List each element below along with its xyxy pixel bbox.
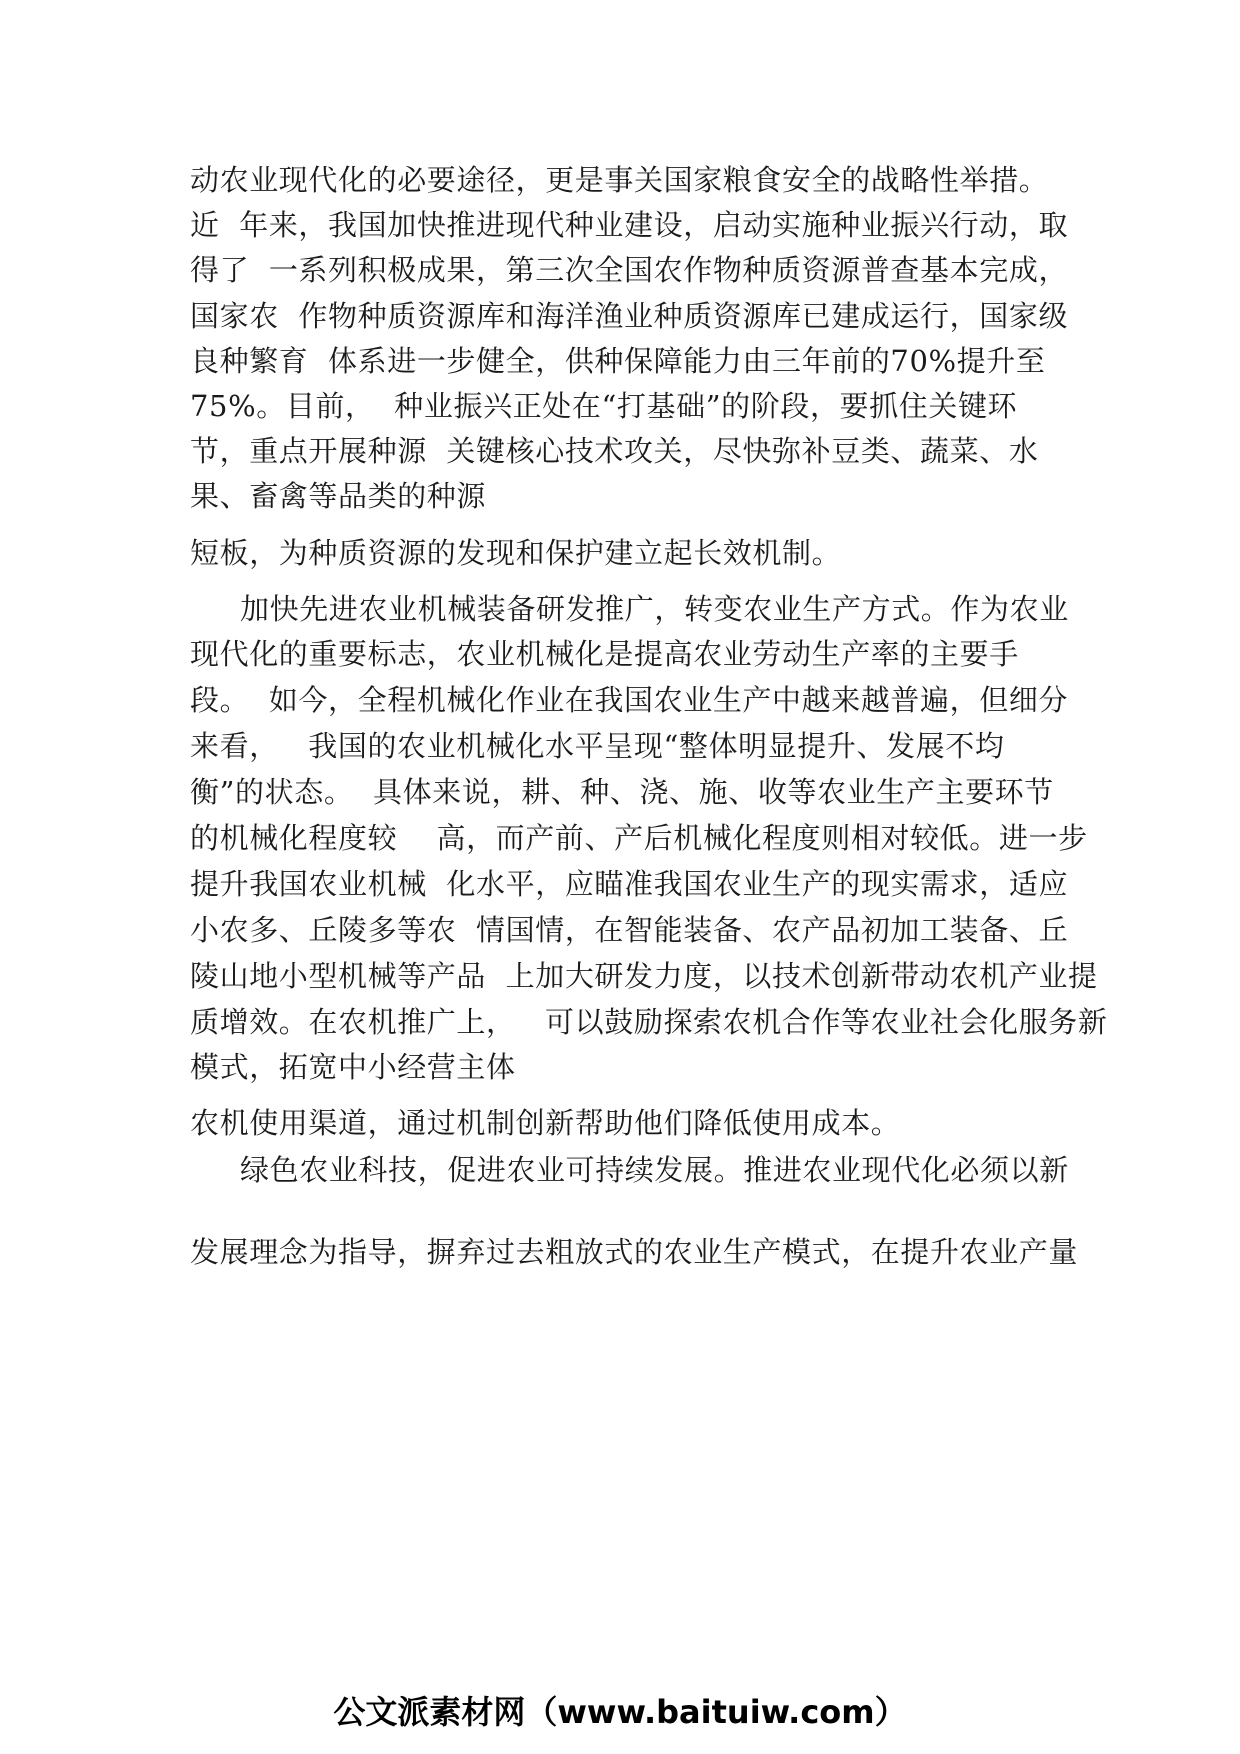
text-line: 农机使用渠道，通过机制创新帮助他们降低使用成本。 bbox=[190, 1106, 901, 1140]
text-line: 75%。目前， 种业振兴正处在“打基础”的阶段，要抓住关键环 bbox=[190, 389, 1018, 423]
text-line: 小农多、丘陵多等农 情国情，在智能装备、农产品初加工装备、丘 bbox=[190, 913, 1069, 947]
text-line: 良种繁育 体系进一步健全，供种保障能力由三年前的70%提升至 bbox=[190, 344, 1046, 378]
text-line: 模式，拓宽中小经营主体 bbox=[190, 1050, 516, 1084]
text-line: 衡”的状态。 具体来说，耕、种、浇、施、收等农业生产主要环节 bbox=[190, 775, 1054, 809]
text-line: 短板，为种质资源的发现和保护建立起长效机制。 bbox=[190, 536, 842, 570]
footer-watermark-text: 公文派素材网（www.baituiw.com） bbox=[333, 1693, 907, 1731]
paragraph-heading-line: 绿色农业科技，促进农业可持续发展。推进农业现代化必须以新 bbox=[240, 1153, 1069, 1187]
text-line: 陵山地小型机械等产品 上加大研发力度，以技术创新带动农机产业提 bbox=[190, 959, 1098, 993]
text-line: 近 年来，我国加快推进现代种业建设，启动实施种业振兴行动，取 bbox=[190, 208, 1069, 242]
text-line: 来看， 我国的农业机械化水平呈现“整体明显提升、发展不均 bbox=[190, 729, 1005, 763]
text-line: 提升我国农业机械 化水平，应瞄准我国农业生产的现实需求，适应 bbox=[190, 867, 1069, 901]
text-line: 节，重点开展种源 关键核心技术攻关，尽快弥补豆类、蔬菜、水 bbox=[190, 434, 1039, 468]
text-line: 的机械化程度较 高，而产前、产后机械化程度则相对较低。进一步 bbox=[190, 821, 1088, 855]
paragraph-heading-line: 加快先进农业机械装备研发推广，转变农业生产方式。作为农业 bbox=[240, 592, 1069, 626]
text-line: 质增效。在农机推广上， 可以鼓励探索农机合作等农业社会化服务新 bbox=[190, 1005, 1108, 1039]
text-line: 发展理念为指导，摒弃过去粗放式的农业生产模式，在提升农业产量 bbox=[190, 1235, 1079, 1269]
text-line: 段。 如今，全程机械化作业在我国农业生产中越来越普遍，但细分 bbox=[190, 683, 1069, 717]
text-line: 动农业现代化的必要途径，更是事关国家粮食安全的战略性举措。 bbox=[190, 163, 1049, 197]
text-line: 国家农 作物种质资源库和海洋渔业种质资源库已建成运行，国家级 bbox=[190, 299, 1069, 333]
text-line: 果、畜禽等品类的种源 bbox=[190, 479, 487, 513]
text-line: 得了 一系列积极成果，第三次全国农作物种质资源普查基本完成， bbox=[190, 253, 1069, 287]
text-line: 现代化的重要标志，农业机械化是提高农业劳动生产率的主要手 bbox=[190, 637, 1019, 671]
